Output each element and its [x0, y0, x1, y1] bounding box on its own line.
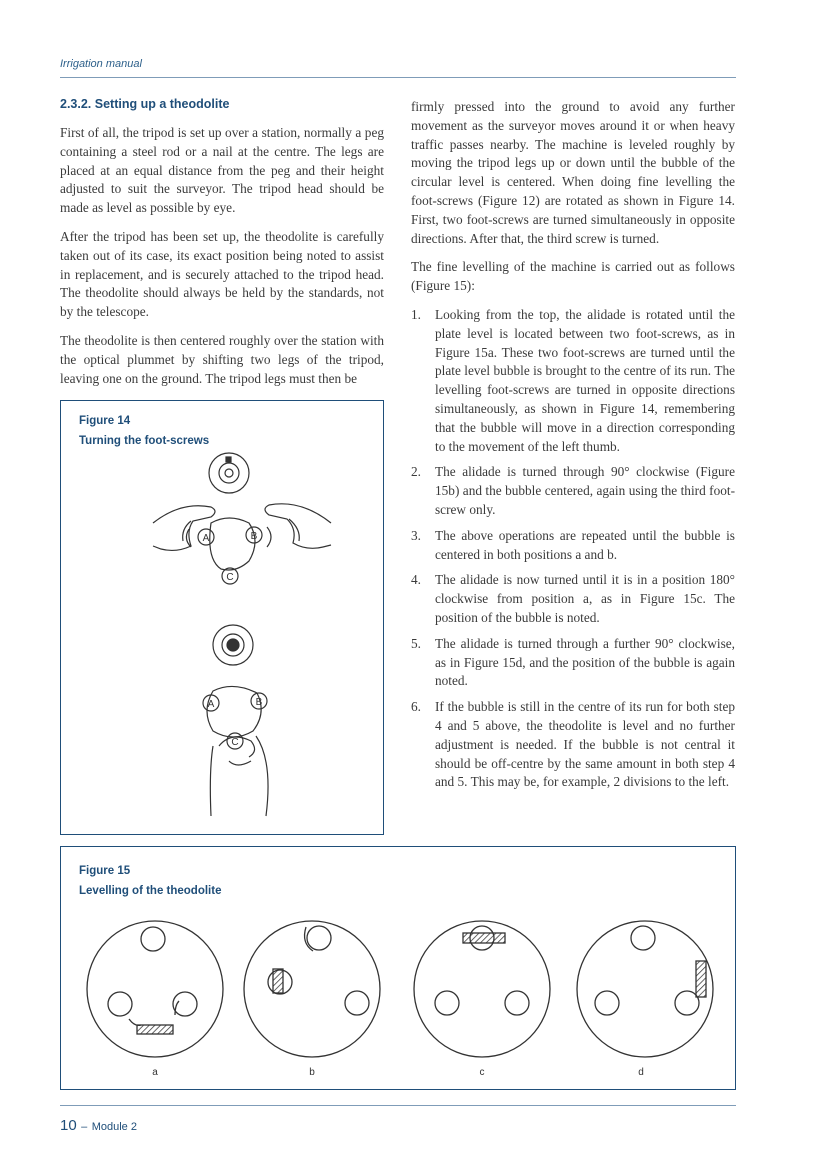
- right-column: [411, 98, 735, 799]
- section-heading: 2.3.2. Setting up a theodolite: [60, 97, 230, 111]
- screw-label-b: B: [250, 531, 258, 542]
- figure-caption: Levelling of the theodolite: [79, 885, 222, 897]
- list-item: 5. The alidade is turned through a further 90° clockwise, as in Figure 15d, and the position of the bubble is again noted.: [411, 635, 735, 689]
- screw-label-b: B: [255, 697, 263, 708]
- levelling-diagram: [61, 847, 735, 1089]
- list-item: 6. If the bubble is still in the centre of its run for both step 4 and 5 above, the theodolite is level and no further adjustment is needed. If the bubble is not central it should be off-centre by the same amount in both step 4 and 5. This may be, for example, 2 divisions to the left.: [411, 699, 735, 790]
- panel-b: [244, 921, 380, 1057]
- screw-label-a: A: [202, 533, 210, 544]
- levelling-steps-list: [411, 306, 735, 792]
- module-label: Module 2: [91, 1121, 137, 1133]
- figure-caption: Turning the foot-screws: [79, 435, 210, 447]
- list-item: 4. The alidade is now turned until it is in a position 180° clockwise from position a, as in Figure 15c. The position of the bubble is noted.: [411, 572, 735, 625]
- footer-rule: [60, 1105, 736, 1106]
- panel-a: [87, 921, 223, 1057]
- figure-15: [60, 846, 736, 1090]
- panel-label-c: c: [479, 1067, 485, 1078]
- screw-label-c: C: [226, 572, 234, 583]
- panel-label-b: b: [309, 1067, 315, 1078]
- footer-separator: –: [81, 1121, 88, 1133]
- figure-number: Figure 15: [79, 865, 131, 877]
- paragraph: The fine levelling of the machine is carried out as follows (Figure 15):: [411, 259, 735, 294]
- screw-label-a: A: [207, 699, 215, 710]
- panel-label-d: d: [638, 1067, 644, 1078]
- panel-label-a: a: [152, 1067, 158, 1078]
- paragraph: firmly pressed into the ground to avoid any further movement as the surveyor moves around it or when heavy traffic passes nearby. The machine is leveled roughly by moving the tripod legs up or down until the bubble of the circular level is centered. When doing fine levelling the foot-screws (Figure 12) are rotated as shown in Figure 14. First, two foot-screws are turned simultaneously in opposite directions. After that, the third screw is turned.: [411, 99, 735, 246]
- header-rule: [60, 77, 736, 78]
- screw-label-c: C: [231, 737, 239, 748]
- figure-number: Figure 14: [79, 415, 131, 427]
- page-number: 10: [60, 1117, 77, 1134]
- panel-d: [577, 921, 713, 1057]
- list-item: 3. The above operations are repeated until the bubble is centered in both positions a and b.: [411, 527, 735, 562]
- paragraph: The theodolite is then centered roughly over the station with the optical plummet by shifting two legs of the tripod, leaving one on the ground. The tripod legs must then be: [60, 332, 384, 386]
- figure-14: [60, 400, 384, 835]
- foot-screws-illustration: [61, 401, 383, 834]
- list-item: 2. The alidade is turned through 90° clockwise (Figure 15b) and the bubble centered, again using the third foot-screw only.: [411, 464, 735, 517]
- page-footer: [60, 1117, 137, 1135]
- left-column: [60, 124, 384, 398]
- list-item: 1. Looking from the top, the alidade is rotated until the plate level is located between two foot-screws, as in Figure 15a. These two foot-screws are turned until the plate level bubble is brought to the centre of its run. The levelling foot-screws are turned in opposite directions simultaneously, as shown in Figure 14, remembering that the bubble will move in a direction corresponding to the movement of the left thumb.: [411, 306, 735, 454]
- paragraph: After the tripod has been set up, the theodolite is carefully taken out of its case, its exact position being noted to assist in replacement, and is securely attached to the tripod head. The theodolite should always be held by the standards, not by the telescope.: [60, 228, 384, 320]
- panel-c: [414, 921, 550, 1057]
- paragraph: First of all, the tripod is set up over a station, normally a peg containing a steel rod or a nail at the centre. The legs are placed at an equal distance from the peg and their height adjusted to suit the surveyor. The tripod head should be made as level as possible by eye.: [60, 125, 384, 216]
- running-header: Irrigation manual: [60, 58, 142, 70]
